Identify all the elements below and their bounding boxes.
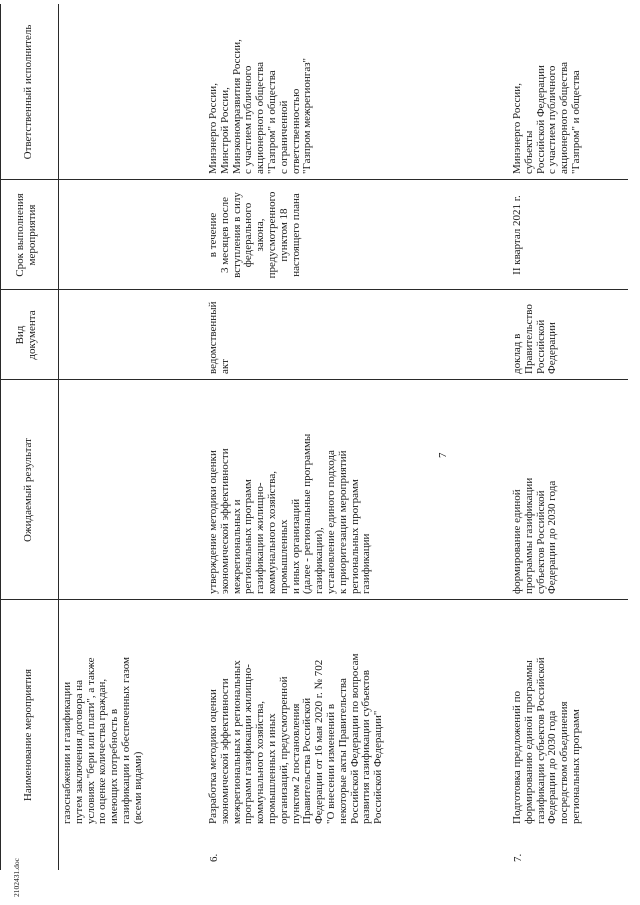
row-7-number: 7. (512, 853, 524, 862)
header-result: Ожидаемый результат (22, 438, 34, 542)
row-7-result: формирование единой программы газификации субъектов Российской Федерации до 2030 года (511, 477, 559, 594)
header-name: Наименование мероприятия (22, 668, 34, 802)
row-7-doc-type: доклад в Правительство Российской Федерации (511, 304, 559, 374)
row-7-name: Подготовка предложений по формированию единой программы газификации субъектов Российской Федерации до 2030 года посредством объединения региональных программ (511, 657, 582, 824)
col-divider-deadline-responsible (0, 179, 628, 180)
col-divider-result-doctype (0, 379, 628, 380)
row-6-doc-type: ведомственный акт (207, 301, 231, 374)
plan-table (0, 4, 628, 870)
row-6-number: 6. (208, 853, 220, 862)
header-bottom-rule (58, 4, 59, 870)
row-7-responsible: Минэнерго России, субъекты Российской Федерации с участием публичного акционерного общества "Газпром" и общества (511, 62, 582, 174)
col-divider-name-result (0, 599, 628, 600)
file-code: 2102431.doc (12, 858, 21, 897)
continuation-name: газоснабжении и газификации путем заключения договора на условиях "бери или плати", а также по оценке количества граждан, имеющих потребность в газификации и обеспеченных газом (всеми видами) (61, 657, 144, 824)
row-6-name: Разработка методики оценки экономической эффективности межрегиональных и региональных программ газификации жилищно- коммунального хозяйства, промышленных и иных организаций, предусмотренной пунктом 2 постановления Правительства Российской Федерации от 16 мая 2020 г. № 702 "О внесении изменений в некоторые акты Правительства Российской Федерации по вопросам развития газификации субъектов Российской Федерации" (207, 653, 385, 824)
row-7-deadline: II квартал 2021 г. (511, 195, 523, 275)
table-top-rule (0, 4, 1, 870)
header-responsible: Ответственный исполнитель (22, 24, 34, 160)
row-6-result: утверждение методики оценки экономической эффективности межрегиональных и региональных программ газификации жилищно- коммунального хозяйства, промышленных и иных организаций (далее - региональные программы газификации), установление единого подхода к приоритезации мероприятий региональных программ газификации (207, 433, 373, 594)
row-6-responsible: Минэнерго России, Минстрой России, Минэкономразвития России, с участием публичного акционерного общества "Газпром" и общества с ограниченной ответственностью "Газпром межрегионгаз" (207, 39, 314, 174)
row-6-deadline: в течение 3 месяцев после вступления в силу федерального закона, предусмотренного пунктом 18 настоящего плана (207, 191, 302, 279)
page-number: 7 (437, 452, 449, 458)
col-divider-doctype-deadline (0, 289, 628, 290)
header-doc-type: Вид документа (14, 310, 38, 360)
header-deadline: Срок выполнения мероприятия (14, 193, 38, 277)
